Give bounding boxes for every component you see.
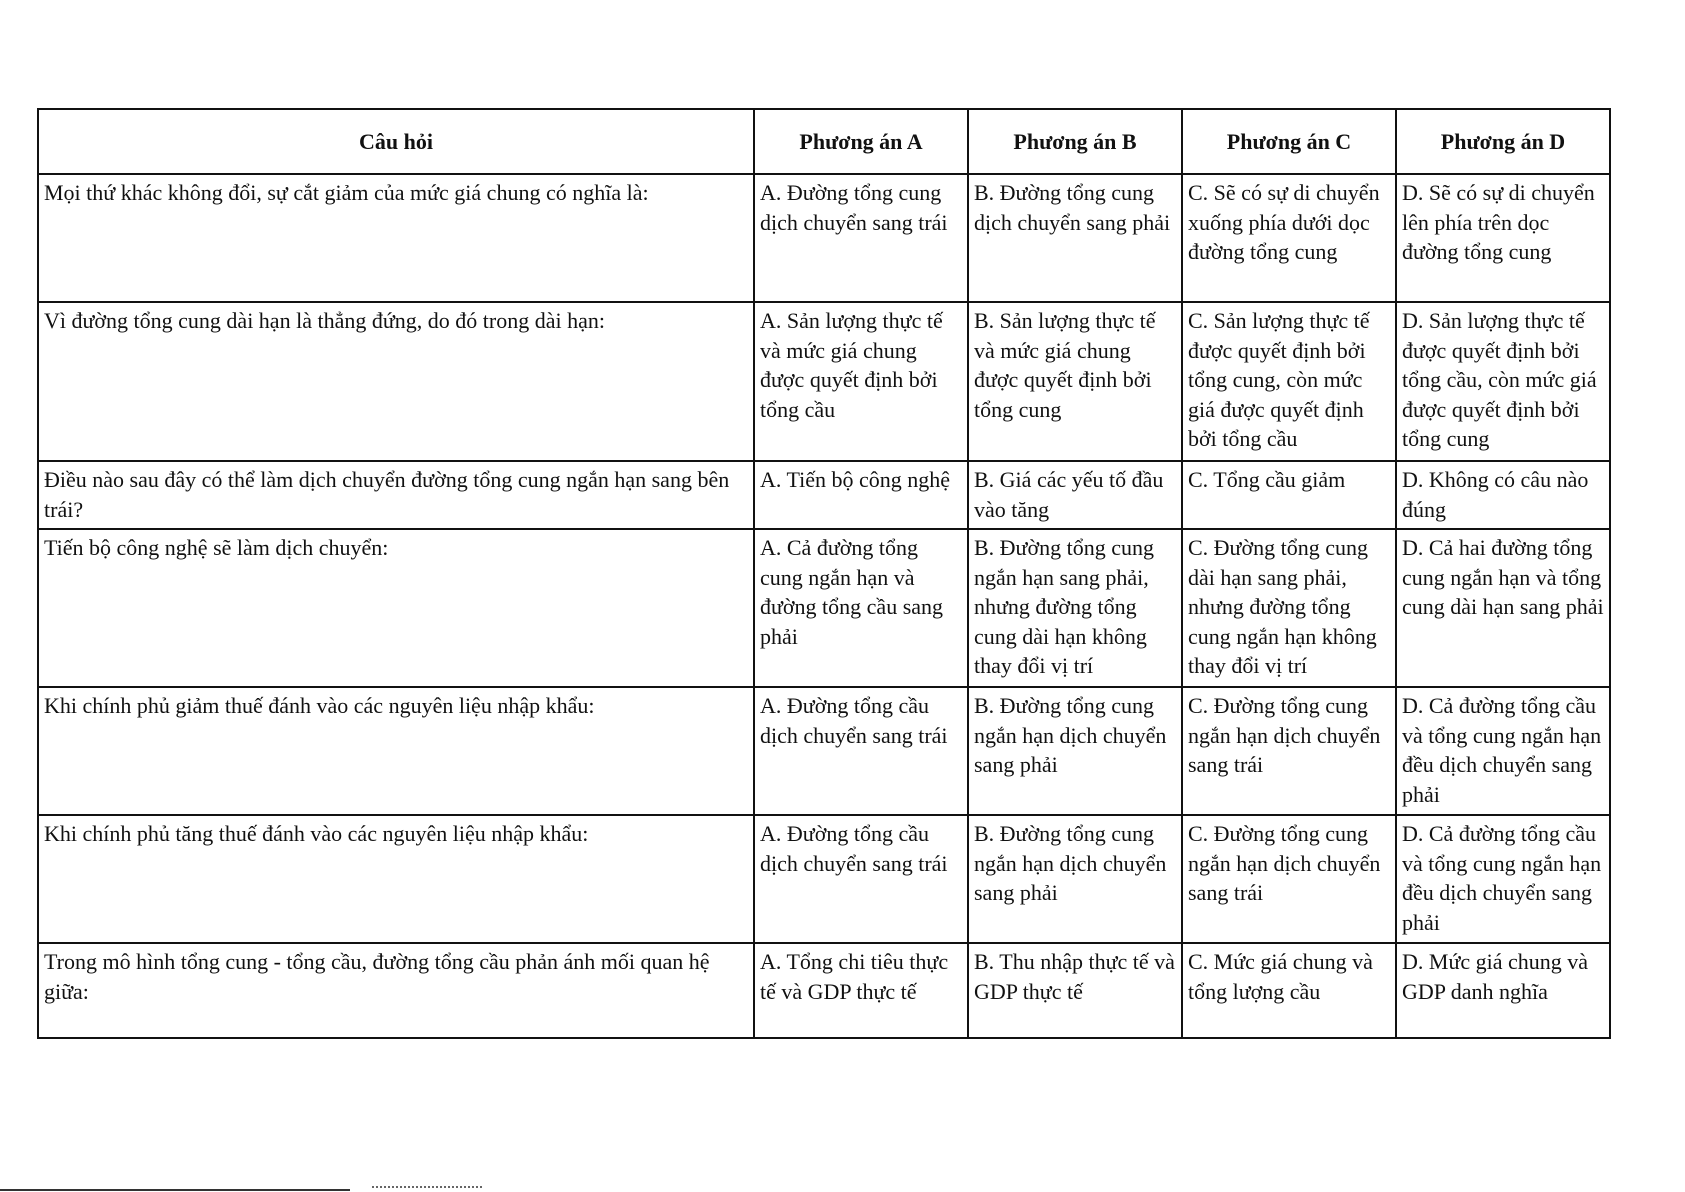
option-c-cell: C. Tổng cầu giảm bbox=[1182, 461, 1396, 529]
footer-fragment bbox=[372, 1186, 482, 1192]
question-table bbox=[37, 108, 1611, 1039]
option-b-cell: B. Đường tổng cung ngắn hạn dịch chuyển sang phải bbox=[968, 687, 1182, 815]
question-cell: Vì đường tổng cung dài hạn là thẳng đứng, do đó trong dài hạn: bbox=[38, 302, 754, 461]
option-b-cell: B. Đường tổng cung ngắn hạn sang phải, nhưng đường tổng cung dài hạn không thay đổi vị trí bbox=[968, 529, 1182, 687]
option-a-cell: A. Tổng chi tiêu thực tế và GDP thực tế bbox=[754, 943, 968, 1038]
question-cell: Điều nào sau đây có thể làm dịch chuyển đường tổng cung ngắn hạn sang bên trái? bbox=[38, 461, 754, 529]
table-row bbox=[38, 461, 1610, 529]
option-a-cell: A. Tiến bộ công nghệ bbox=[754, 461, 968, 529]
header-row bbox=[38, 109, 1610, 174]
option-a-cell: A. Cả đường tổng cung ngắn hạn và đường tổng cầu sang phải bbox=[754, 529, 968, 687]
option-a-cell: A. Sản lượng thực tế và mức giá chung được quyết định bởi tổng cầu bbox=[754, 302, 968, 461]
table-row bbox=[38, 529, 1610, 687]
option-b-cell: B. Đường tổng cung dịch chuyển sang phải bbox=[968, 174, 1182, 302]
option-a-cell: A. Đường tổng cầu dịch chuyển sang trái bbox=[754, 815, 968, 943]
question-cell: Tiến bộ công nghệ sẽ làm dịch chuyển: bbox=[38, 529, 754, 687]
option-c-cell: C. Sản lượng thực tế được quyết định bởi tổng cung, còn mức giá được quyết định bởi tổng cầu bbox=[1182, 302, 1396, 461]
header-option-b: Phương án B bbox=[968, 109, 1182, 174]
option-b-cell: B. Đường tổng cung ngắn hạn dịch chuyển sang phải bbox=[968, 815, 1182, 943]
header-option-a: Phương án A bbox=[754, 109, 968, 174]
option-b-cell: B. Giá các yếu tố đầu vào tăng bbox=[968, 461, 1182, 529]
table-row bbox=[38, 943, 1610, 1038]
table-row bbox=[38, 174, 1610, 302]
option-a-cell: A. Đường tổng cầu dịch chuyển sang trái bbox=[754, 687, 968, 815]
table-row bbox=[38, 815, 1610, 943]
option-d-cell: D. Sản lượng thực tế được quyết định bởi tổng cầu, còn mức giá được quyết định bởi tổng cung bbox=[1396, 302, 1610, 461]
header-option-d: Phương án D bbox=[1396, 109, 1610, 174]
option-d-cell: D. Sẽ có sự di chuyển lên phía trên dọc đường tổng cung bbox=[1396, 174, 1610, 302]
question-cell: Trong mô hình tổng cung - tổng cầu, đường tổng cầu phản ánh mối quan hệ giữa: bbox=[38, 943, 754, 1038]
option-c-cell: C. Mức giá chung và tổng lượng cầu bbox=[1182, 943, 1396, 1038]
option-a-cell: A. Đường tổng cung dịch chuyển sang trái bbox=[754, 174, 968, 302]
option-d-cell: D. Mức giá chung và GDP danh nghĩa bbox=[1396, 943, 1610, 1038]
table-row bbox=[38, 687, 1610, 815]
option-c-cell: C. Đường tổng cung ngắn hạn dịch chuyển sang trái bbox=[1182, 815, 1396, 943]
option-d-cell: D. Không có câu nào đúng bbox=[1396, 461, 1610, 529]
table-row bbox=[38, 302, 1610, 461]
option-c-cell: C. Đường tổng cung ngắn hạn dịch chuyển sang trái bbox=[1182, 687, 1396, 815]
question-cell: Khi chính phủ giảm thuế đánh vào các nguyên liệu nhập khẩu: bbox=[38, 687, 754, 815]
option-d-cell: D. Cả đường tổng cầu và tổng cung ngắn hạn đều dịch chuyển sang phải bbox=[1396, 815, 1610, 943]
header-question: Câu hỏi bbox=[38, 109, 754, 174]
option-c-cell: C. Đường tổng cung dài hạn sang phải, nhưng đường tổng cung ngắn hạn không thay đổi vị trí bbox=[1182, 529, 1396, 687]
question-cell: Mọi thứ khác không đổi, sự cắt giảm của mức giá chung có nghĩa là: bbox=[38, 174, 754, 302]
question-cell: Khi chính phủ tăng thuế đánh vào các nguyên liệu nhập khẩu: bbox=[38, 815, 754, 943]
option-b-cell: B. Thu nhập thực tế và GDP thực tế bbox=[968, 943, 1182, 1038]
option-b-cell: B. Sản lượng thực tế và mức giá chung được quyết định bởi tổng cung bbox=[968, 302, 1182, 461]
header-option-c: Phương án C bbox=[1182, 109, 1396, 174]
option-d-cell: D. Cả hai đường tổng cung ngắn hạn và tổng cung dài hạn sang phải bbox=[1396, 529, 1610, 687]
option-c-cell: C. Sẽ có sự di chuyển xuống phía dưới dọc đường tổng cung bbox=[1182, 174, 1396, 302]
option-d-cell: D. Cả đường tổng cầu và tổng cung ngắn hạn đều dịch chuyển sang phải bbox=[1396, 687, 1610, 815]
